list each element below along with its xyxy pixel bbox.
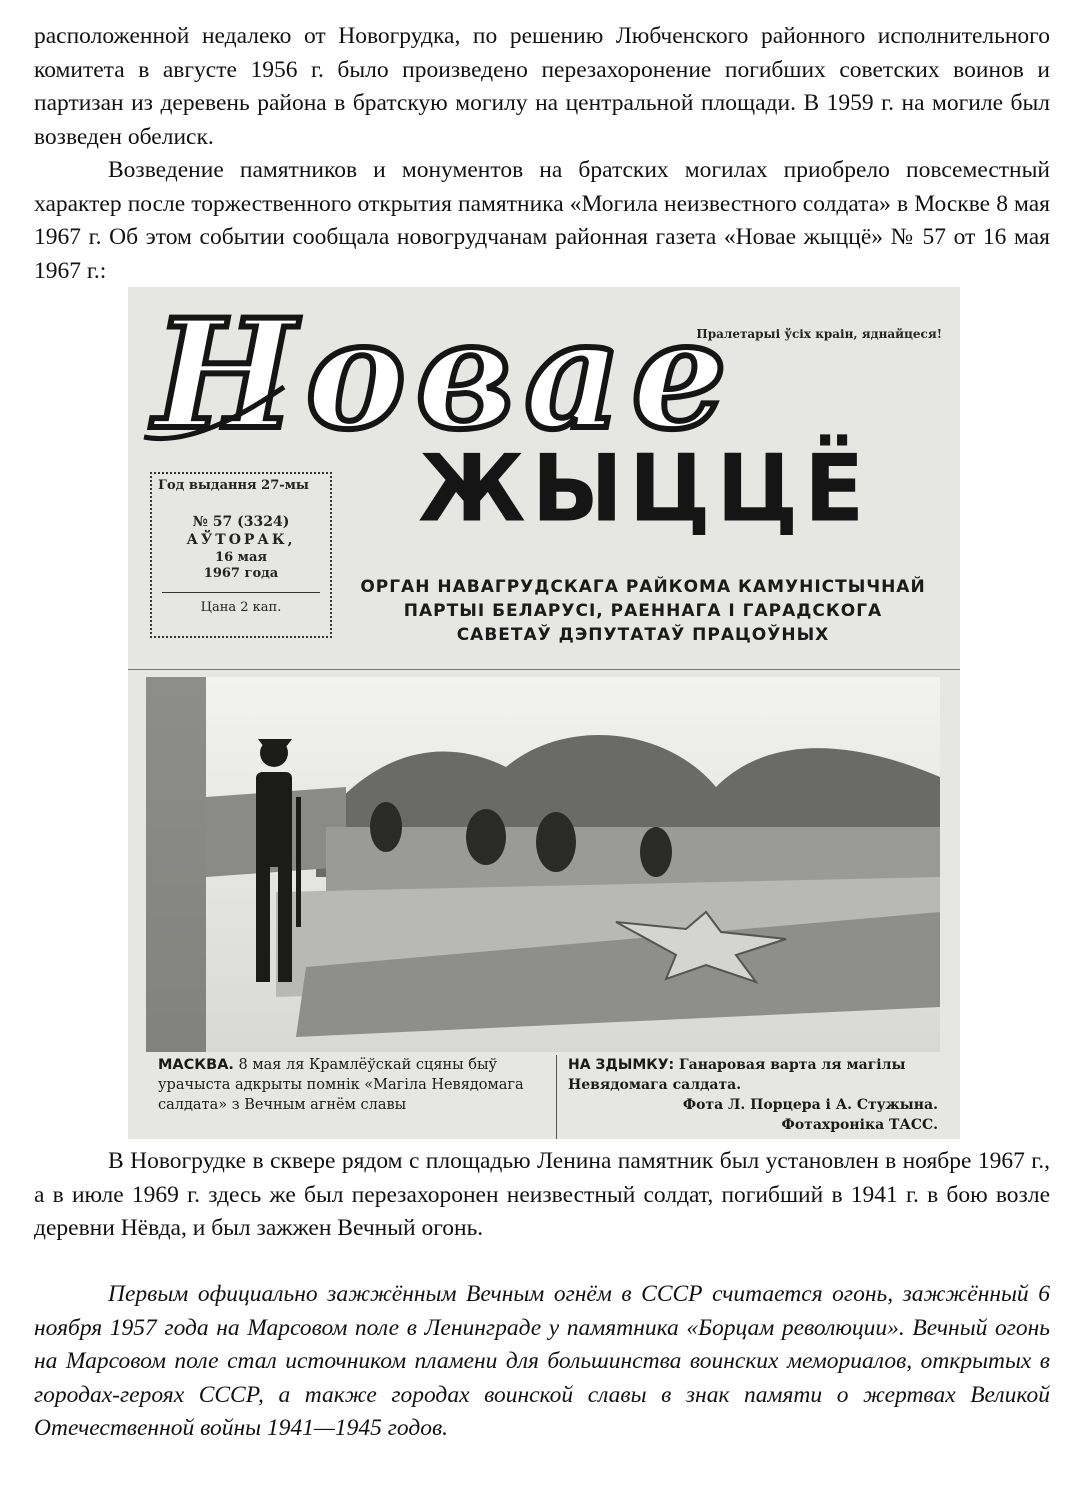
paragraph-4: Первым официально зажжённым Вечным огнём в СССР считается огонь, зажжённый 6 ноября 1957 года на Марсовом поле в Ленинграде у памятника «Борцам революции». Вечный огонь на Марсовом поле стал источником пламени для большинства воинских мемориалов, открытых в городах-героях СССР, а также городах воинской славы в знак памяти о жертвах Великой Отечественной войны 1941—1945 годов. [34, 1281, 1050, 1441]
newspaper-slogan: Пралетарыі ўсіх краін, яднайцеся! [696, 327, 942, 341]
memorial-photo [146, 677, 940, 1052]
masthead-rule [128, 669, 960, 670]
caption-right-text: Ганаровая варта ля магілы Невядомага салдата. [568, 1057, 906, 1093]
newspaper-script-title-logo [134, 287, 834, 457]
organ-line: САВЕТАЎ ДЭПУТАТАЎ ПРАЦОЎНЫХ [456, 625, 830, 645]
infobox-divider [162, 592, 320, 593]
caption-left [158, 1055, 543, 1115]
issue-year-line: 1967 года [203, 566, 279, 581]
newspaper-clipping [128, 287, 960, 1139]
paragraph-2: Возведение памятников и монументов на братских могилах приобрело повсеместный характер после торжественного открытия памятника «Могила неизвестного солдата» в Москве 8 мая 1967 г. Об этом событии сообщала новогрудчанам районная газета «Новае жыццё» № 57 от 16 мая 1967 г.: [34, 157, 1050, 284]
caption-divider [556, 1055, 557, 1139]
paragraph-3: В Новогрудке в сквере рядом с площадью Ленина памятник был установлен в ноябре 1967 г., а в июле 1969 г. здесь же был перезахоронен неизвестный солдат, погибший в 1941 г. в бою возле деревни Нёвда, и был зажжен Вечный огонь. [34, 1148, 1050, 1241]
caption-left-lead: МАСКВА. [158, 1057, 234, 1073]
caption-right [568, 1055, 938, 1135]
issue-year: Год выдання 27-мы [158, 478, 309, 493]
newspaper-bold-title: ЖЫЦЦЁ [418, 434, 871, 543]
caption-left-text: 8 мая ля Крамлёўскай сцяны быў урачыста адкрыты помнік «Магіла Невядомага салдата» з Вечным агнём славы [158, 1057, 524, 1113]
paragraph-1: расположенной недалеко от Новогрудка, по решению Любченского районного исполнительного комитета в августе 1956 г. было произведено перезахоронение погибших советских воинов и партизан из деревень района в братскую могилу на центральной площади. В 1959 г. на могиле был возведен обелиск. [34, 23, 1050, 150]
organ-line: ОРГАН НАВАГРУДСКАГА РАЙКОМА КАМУНІСТЫЧНАЙ [360, 577, 926, 597]
newspaper-organ-subtitle [333, 575, 953, 647]
photo-agency: Фотахроніка ТАСС. [781, 1117, 938, 1133]
issue-number: № 57 (3324) [192, 514, 290, 530]
caption-right-lead: НА ЗДЫМКУ: [568, 1057, 675, 1073]
issue-weekday: АЎТОРАК, [186, 532, 296, 548]
photo-credit: Фота Л. Порцера і А. Стужына. [682, 1097, 938, 1113]
issue-price: Цана 2 кап. [200, 600, 282, 615]
issue-info-box [150, 472, 332, 638]
organ-line: ПАРТЫІ БЕЛАРУСІ, РАЕННАГА І ГАРАДСКОГА [403, 601, 883, 621]
svg-text:Новае: Новае [154, 287, 737, 457]
issue-date: 16 мая [215, 550, 267, 565]
